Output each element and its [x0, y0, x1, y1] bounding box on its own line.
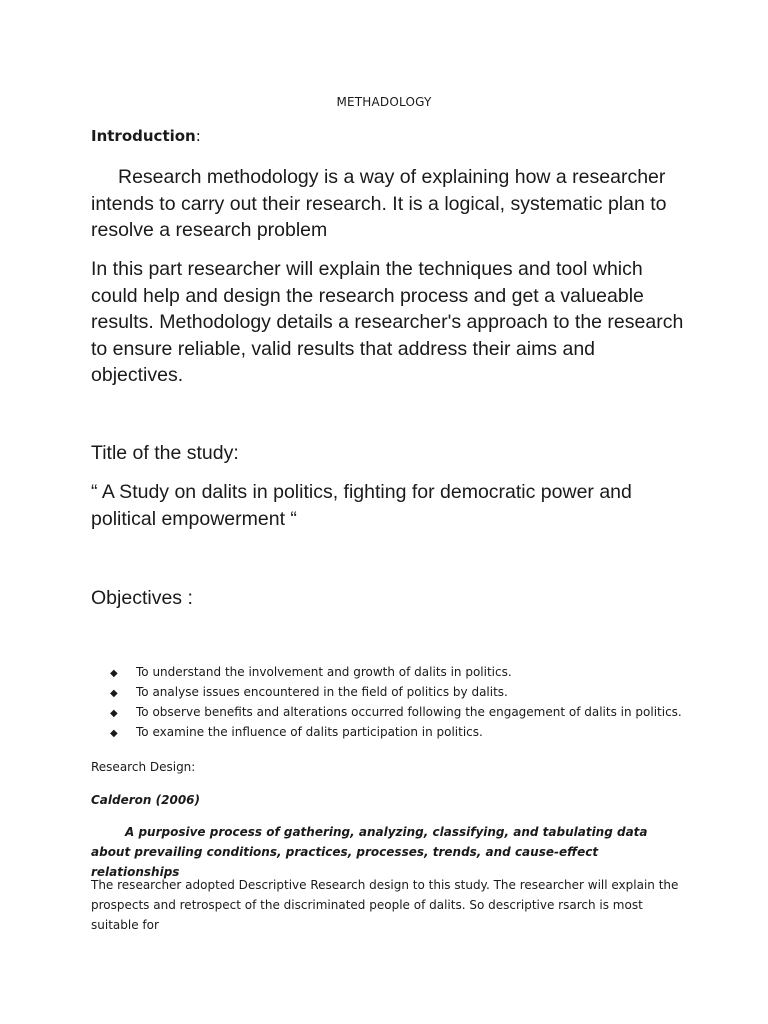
study-title-text: “ A Study on dalits in politics, fighting for democratic power and political empowerment “: [91, 481, 632, 530]
diamond-bullet-icon: ◆: [110, 668, 118, 679]
research-design-label: Research Design:: [91, 760, 196, 774]
introduction-heading-colon: :: [195, 127, 201, 145]
objective-item: [110, 702, 682, 722]
intro-paragraph-1: Research methodology is a way of explaining how a researcher intends to carry out their research. It is a logical, systematic plan to resolve a research problem: [91, 166, 667, 241]
objective-text: To examine the influence of dalits participation in politics.: [136, 725, 483, 739]
objectives-label: Objectives :: [91, 587, 193, 609]
objective-item: [110, 682, 682, 702]
definition-quote: A purposive process of gathering, analyzing, classifying, and tabulating data about prevailing conditions, practices, processes, trends, and cause-effect relationships: [91, 825, 648, 879]
diamond-bullet-icon: ◆: [110, 688, 118, 699]
objective-text: To observe benefits and alterations occurred following the engagement of dalits in politics.: [136, 705, 682, 719]
diamond-bullet-icon: ◆: [110, 708, 118, 719]
closing-paragraph: The researcher adopted Descriptive Research design to this study. The researcher will explain the prospects and retrospect of the discriminated people of dalits. So descriptive rsarch is most suitable for: [91, 878, 679, 932]
objective-text: To understand the involvement and growth of dalits in politics.: [136, 665, 512, 679]
objective-item: [110, 722, 682, 742]
introduction-heading-text: Introduction: [91, 127, 196, 145]
document-title: METHADOLOGY: [336, 95, 432, 109]
objectives-list: [110, 662, 682, 742]
citation-author: Calderon (2006): [91, 793, 200, 807]
intro-paragraph-2: In this part researcher will explain the techniques and tool which could help and design the research process and get a valueable results. Methodology details a researcher's approach to the research to ensure reliable, valid results that address their aims and objectives.: [91, 258, 684, 386]
diamond-bullet-icon: ◆: [110, 728, 118, 739]
study-title-label: Title of the study:: [91, 442, 239, 464]
objective-item: [110, 662, 682, 682]
introduction-heading: [91, 127, 201, 145]
objective-text: To analyse issues encountered in the field of politics by dalits.: [136, 685, 508, 699]
